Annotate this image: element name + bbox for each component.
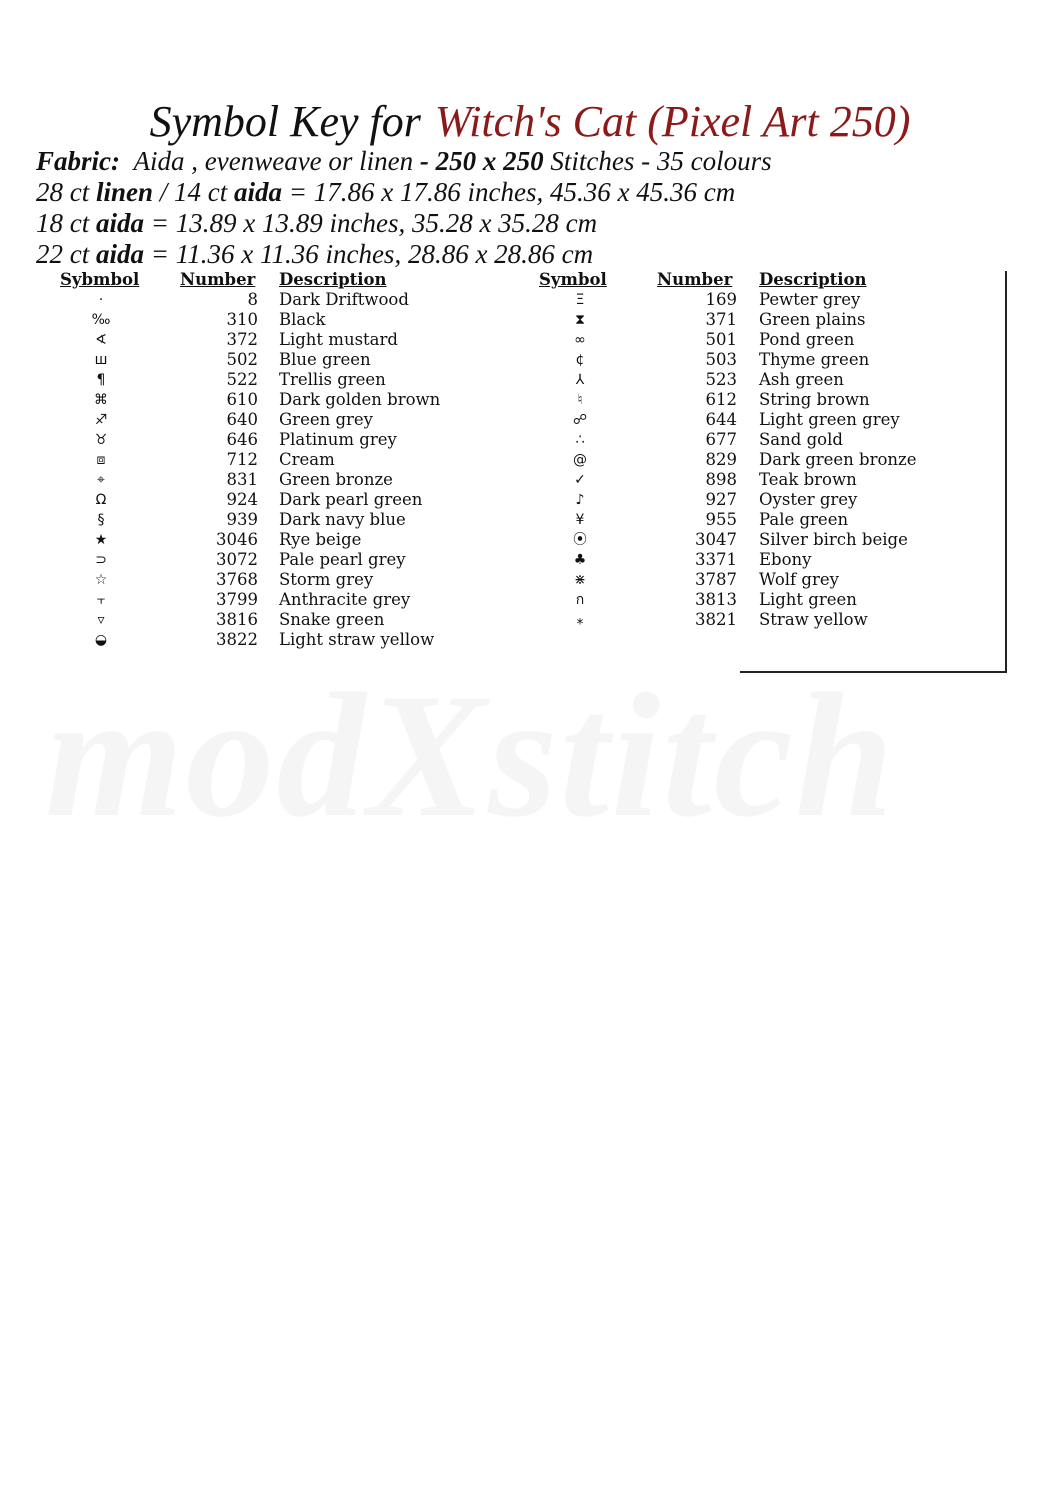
- thread-description: Dark navy blue: [279, 510, 406, 529]
- fabric-label: Fabric:: [36, 146, 120, 176]
- thread-number: 927: [705, 490, 737, 509]
- thread-number: 3822: [216, 630, 258, 649]
- thread-number: 372: [226, 330, 258, 349]
- thread-description: Silver birch beige: [759, 530, 908, 549]
- size-count-alt: / 14 ct: [153, 177, 235, 207]
- thread-description: Green plains: [759, 310, 866, 329]
- thread-description: Light green grey: [759, 410, 900, 429]
- thread-description: Pale green: [759, 510, 849, 529]
- thread-description: Sand gold: [759, 430, 843, 449]
- thread-number: 501: [705, 330, 737, 349]
- symbol-glyph: ⊃: [95, 552, 107, 568]
- thread-description: Black: [279, 310, 326, 329]
- thread-number: 503: [705, 350, 737, 369]
- symbol-glyph: Ω: [95, 492, 107, 508]
- thread-number: 169: [705, 290, 737, 309]
- thread-number: 522: [226, 370, 258, 389]
- symbol-glyph: ▿: [97, 612, 105, 628]
- header-description: Description: [759, 270, 867, 289]
- thread-number: 3787: [695, 570, 737, 589]
- symbol-glyph: ·: [98, 292, 104, 308]
- header-symbol: Symbol: [539, 270, 607, 289]
- fabric-dash: -: [413, 146, 436, 176]
- symbol-glyph: ♉: [94, 432, 108, 448]
- thread-number: 712: [226, 450, 258, 469]
- thread-number: 3768: [216, 570, 258, 589]
- thread-description: Ebony: [759, 550, 812, 569]
- symbol-glyph: ¥: [575, 512, 585, 528]
- thread-description: Pale pearl grey: [279, 550, 406, 569]
- symbol-glyph: ⧗: [575, 312, 585, 328]
- thread-description: Oyster grey: [759, 490, 858, 509]
- symbol-glyph: ก: [575, 592, 585, 608]
- symbol-glyph: ♐: [94, 412, 108, 428]
- thread-description: Platinum grey: [279, 430, 397, 449]
- thread-description: Trellis green: [279, 370, 386, 389]
- symbol-glyph: ♪: [575, 492, 585, 508]
- symbol-glyph: ‰: [91, 312, 111, 328]
- thread-number: 644: [705, 410, 737, 429]
- size-dimensions: = 11.36 x 11.36 inches, 28.86 x 28.86 cm: [144, 239, 594, 269]
- thread-number: 955: [705, 510, 737, 529]
- symbol-glyph: ⌘: [94, 392, 108, 408]
- stitch-summary: Stitches - 35 colours: [543, 146, 772, 176]
- header-description: Description: [279, 270, 387, 289]
- thread-number: 523: [705, 370, 737, 389]
- fabric-info: [36, 146, 1036, 270]
- thread-number: 3371: [695, 550, 737, 569]
- thread-number: 3816: [216, 610, 258, 629]
- symbol-glyph: ⦿: [573, 532, 587, 548]
- title-lead: Symbol Key for: [149, 97, 421, 146]
- size-count: 18 ct: [36, 208, 96, 238]
- thread-number: 3799: [216, 590, 258, 609]
- symbol-glyph: ✓: [574, 472, 586, 488]
- thread-number: 3821: [695, 610, 737, 629]
- thread-description: Thyme green: [759, 350, 870, 369]
- thread-number: 3072: [216, 550, 258, 569]
- stitch-size: 250 x 250: [435, 146, 544, 176]
- size-dimensions: = 17.86 x 17.86 inches, 45.36 x 45.36 cm: [282, 177, 736, 207]
- thread-description: Dark Driftwood: [279, 290, 409, 309]
- symbol-glyph: ☍: [572, 412, 588, 428]
- symbol-glyph: ♣: [573, 552, 587, 568]
- symbol-glyph: ☆: [94, 572, 108, 588]
- thread-description: Light mustard: [279, 330, 398, 349]
- size-line-18ct: [36, 208, 1036, 239]
- thread-description: Dark golden brown: [279, 390, 441, 409]
- thread-description: String brown: [759, 390, 870, 409]
- thread-description: Teak brown: [759, 470, 857, 489]
- thread-description: Cream: [279, 450, 335, 469]
- thread-description: Anthracite grey: [279, 590, 411, 609]
- thread-description: Straw yellow: [759, 610, 868, 629]
- header-number: Number: [180, 270, 256, 289]
- symbol-glyph: ⧈: [96, 452, 106, 468]
- watermark: modXstitch: [45, 656, 896, 854]
- thread-description: Green grey: [279, 410, 374, 429]
- thread-number: 831: [226, 470, 258, 489]
- symbol-glyph: ★: [94, 532, 108, 548]
- symbol-glyph: §: [97, 512, 105, 528]
- symbol-glyph: ∞: [574, 332, 586, 348]
- symbol-glyph: ⌖: [97, 472, 105, 488]
- pattern-name: Witch's Cat (Pixel Art 250): [434, 97, 911, 146]
- thread-number: 3047: [695, 530, 737, 549]
- symbol-glyph: ∴: [575, 432, 585, 448]
- thread-description: Light green: [759, 590, 857, 609]
- thread-description: Dark pearl green: [279, 490, 423, 509]
- thread-number: 924: [226, 490, 258, 509]
- header-symbol: Sybmbol: [60, 270, 140, 289]
- symbol-glyph: ¢: [575, 352, 585, 368]
- header-number: Number: [657, 270, 733, 289]
- thread-description: Pewter grey: [759, 290, 861, 309]
- thread-description: Dark green bronze: [759, 450, 917, 469]
- fabric-line: [36, 146, 1036, 177]
- size-fabric: linen: [96, 177, 154, 207]
- symbol-glyph: ⫟: [96, 592, 106, 608]
- symbol-glyph: ◒: [94, 632, 108, 648]
- symbol-glyph: ⁎: [576, 612, 584, 628]
- thread-number: 612: [705, 390, 737, 409]
- thread-description: Pond green: [759, 330, 855, 349]
- size-fabric: aida: [96, 239, 145, 269]
- fabric-types: Aida , evenweave or linen: [133, 146, 414, 176]
- symbol-glyph: ш: [94, 352, 108, 368]
- thread-number: 677: [705, 430, 737, 449]
- thread-number: 829: [705, 450, 737, 469]
- thread-description: Storm grey: [279, 570, 374, 589]
- thread-number: 646: [226, 430, 258, 449]
- symbol-glyph: @: [573, 452, 587, 468]
- thread-description: Light straw yellow: [279, 630, 435, 649]
- size-fabric: aida: [96, 208, 145, 238]
- symbol-glyph: ⅄: [575, 372, 585, 388]
- symbol-glyph: ♮: [577, 392, 583, 408]
- thread-number: 898: [705, 470, 737, 489]
- symbol-glyph: ⋇: [574, 572, 586, 588]
- thread-description: Snake green: [279, 610, 385, 629]
- thread-number: 3046: [216, 530, 258, 549]
- thread-number: 939: [226, 510, 258, 529]
- thread-number: 502: [226, 350, 258, 369]
- thread-number: 3813: [695, 590, 737, 609]
- thread-number: 310: [226, 310, 258, 329]
- thread-number: 8: [247, 290, 258, 309]
- symbol-glyph: ¶: [96, 372, 106, 388]
- thread-number: 610: [226, 390, 258, 409]
- symbol-glyph: Ξ: [575, 292, 585, 308]
- size-line-28ct: [36, 177, 1036, 208]
- thread-description: Blue green: [279, 350, 371, 369]
- thread-number: 640: [226, 410, 258, 429]
- thread-description: Ash green: [759, 370, 844, 389]
- symbol-glyph: ∢: [95, 332, 107, 348]
- size-dimensions: = 13.89 x 13.89 inches, 35.28 x 35.28 cm: [144, 208, 598, 238]
- size-fabric-alt: aida: [234, 177, 283, 207]
- thread-description: Rye beige: [279, 530, 362, 549]
- size-line-22ct: [36, 239, 1036, 270]
- page-title: [0, 92, 1060, 152]
- size-count: 22 ct: [36, 239, 96, 269]
- thread-number: 371: [705, 310, 737, 329]
- thread-description: Wolf grey: [759, 570, 839, 589]
- thread-description: Green bronze: [279, 470, 393, 489]
- size-count: 28 ct: [36, 177, 96, 207]
